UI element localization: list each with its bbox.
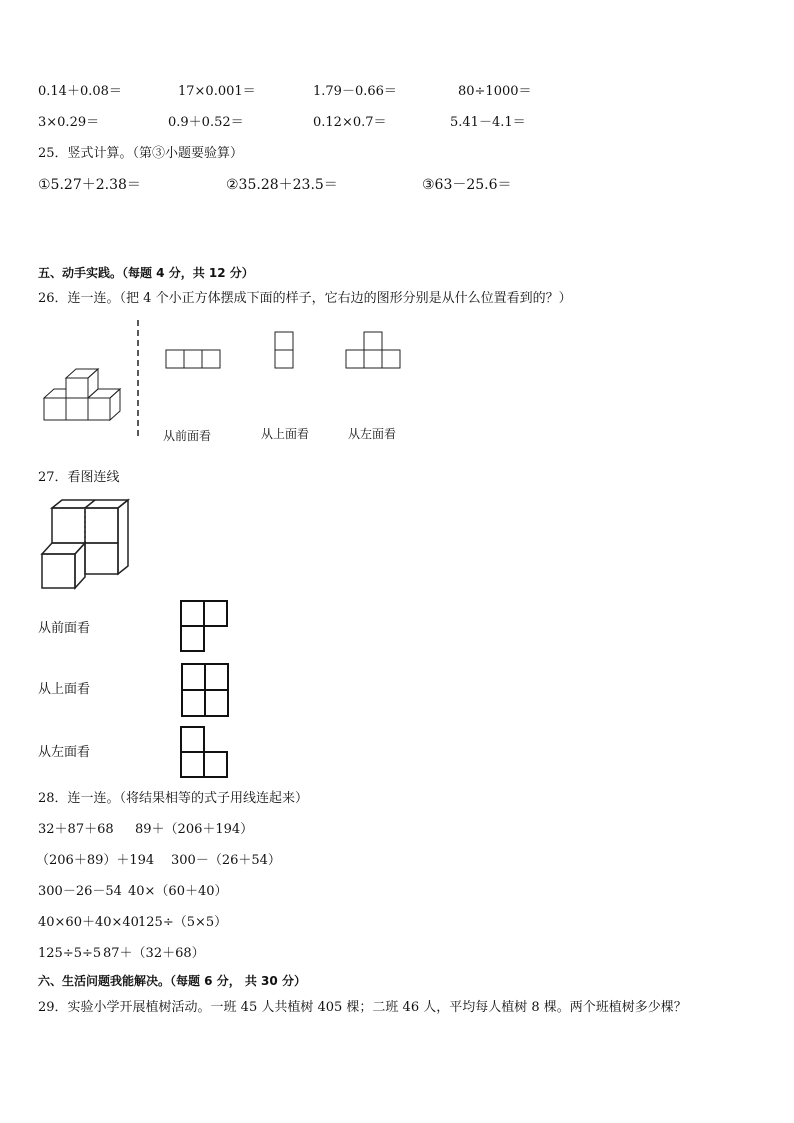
dashed-divider	[136, 320, 140, 442]
view-square-top	[181, 663, 231, 719]
calc-item: 1.79－0.66＝	[313, 84, 397, 99]
q26-title: 26．连一连。（把 4 个小正方体摆成下面的样子，它右边的图形分别是从什么位置看到的？）	[38, 291, 572, 306]
view-two-stacked	[274, 331, 296, 371]
calc-item: 0.12×0.7＝	[313, 115, 387, 130]
expr-left: 300－26－54	[38, 884, 122, 899]
view-l-shape-left	[180, 726, 230, 780]
view-label-top: 从上面看	[261, 427, 310, 441]
view-label-top: 从上面看	[38, 682, 91, 697]
calc-item: 0.14＋0.08＝	[38, 84, 122, 99]
view-l-shape-front	[180, 600, 230, 654]
q25-item: ②35.28＋23.5＝	[226, 177, 338, 193]
q29-title: 29．实验小学开展植树活动。一班 45 人共植树 405 棵；二班 46 人，平均每人植树 8 棵。两个班植树多少棵？	[38, 1000, 687, 1015]
calc-item: 5.41－4.1＝	[450, 115, 526, 130]
q28-title: 28．连一连。（将结果相等的式子用线连起来）	[38, 791, 309, 806]
cube-stack-figure	[40, 366, 130, 428]
expr-right: 40×（60＋40）	[128, 884, 228, 899]
cube-shape-figure	[40, 498, 132, 590]
calc-item: 17×0.001＝	[178, 84, 256, 99]
expr-right: 89＋（206＋194）	[135, 822, 254, 837]
calc-item: 80÷1000＝	[458, 84, 532, 99]
view-label-front: 从前面看	[163, 429, 212, 443]
section-heading: 五、动手实践。（每题 4 分，共 12 分）	[38, 266, 254, 280]
calc-item: 3×0.29＝	[38, 115, 100, 130]
view-label-left: 从左面看	[38, 745, 91, 760]
calc-item: 0.9＋0.52＝	[168, 115, 244, 130]
view-three-in-row	[165, 349, 223, 369]
view-t-shape	[345, 331, 403, 371]
view-label-left: 从左面看	[348, 427, 397, 441]
view-label-front: 从前面看	[38, 621, 91, 636]
expr-right: 125÷（5×5）	[138, 915, 228, 930]
expr-right: 300－（26＋54）	[171, 853, 281, 868]
expr-left: 125÷5÷5	[38, 946, 102, 961]
q25-title: 25．竖式计算。（第③小题要验算）	[38, 146, 244, 161]
expr-left: （206＋89）＋194	[36, 853, 155, 868]
q25-item: ③63－25.6＝	[422, 177, 512, 193]
expr-left: 32＋87＋68	[38, 822, 114, 837]
expr-left: 40×60＋40×40	[38, 915, 139, 930]
q27-title: 27．看图连线	[38, 470, 120, 485]
q25-item: ①5.27＋2.38＝	[38, 177, 141, 193]
expr-right: 87＋（32＋68）	[103, 946, 205, 961]
section-heading: 六、生活问题我能解决。（每题 6 分， 共 30 分）	[38, 974, 306, 988]
